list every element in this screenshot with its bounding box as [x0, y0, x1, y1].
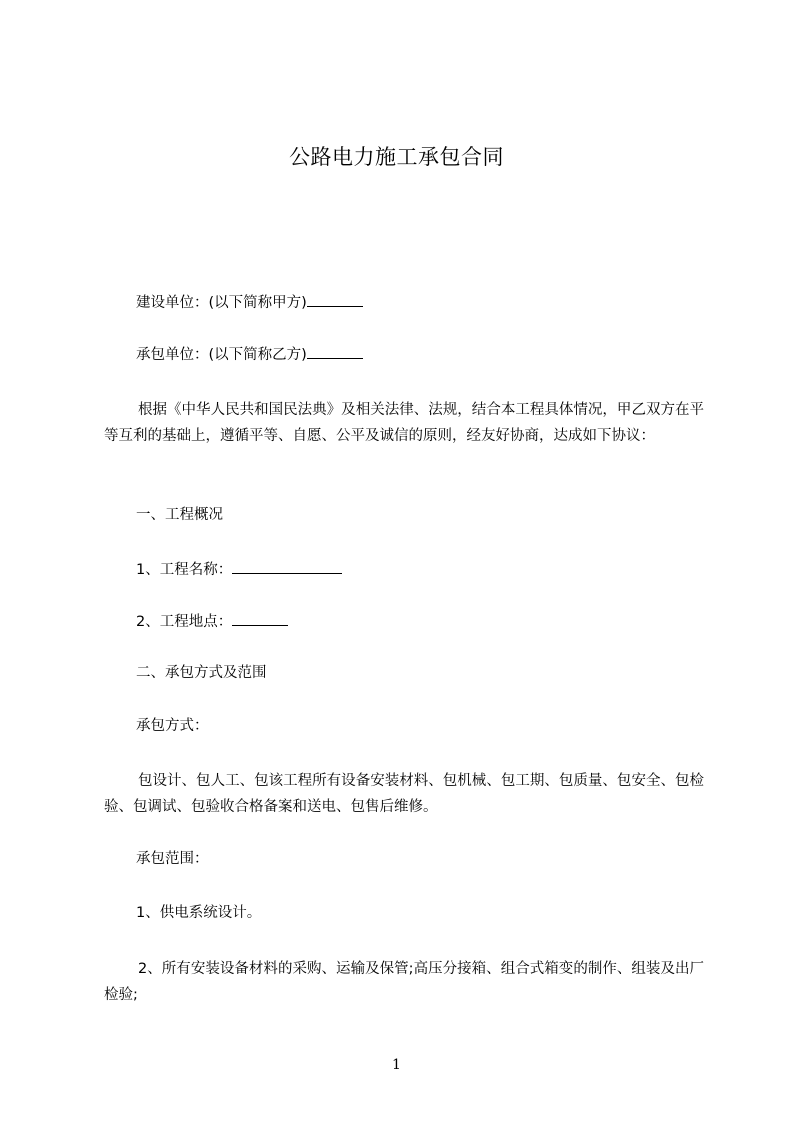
contract-method-label: 承包方式： — [136, 718, 209, 734]
party-a-blank — [307, 291, 363, 307]
document-title: 公路电力施工承包合同 — [289, 145, 504, 169]
contract-method-text: 包设计、包人工、包该工程所有设备安装材料、包机械、包工期、包质量、包安全、包检验、包调试、包验收合格备案和送电、包售后维修。 — [104, 773, 704, 815]
section1-heading: 一、工程概况 — [136, 507, 223, 523]
party-b-blank — [307, 343, 363, 359]
party-a-line — [136, 291, 363, 313]
party-a-label: 建设单位：(以下简称甲方) — [136, 295, 307, 311]
project-location-line — [136, 610, 288, 632]
page-number: 1 — [392, 1057, 401, 1073]
project-name-blank — [232, 558, 342, 574]
intro-paragraph: 根据《中华人民共和国民法典》及相关法律、法规，结合本工程具体情况，甲乙双方在平等互利的基础上，遵循平等、自愿、公平及诚信的原则，经友好协商，达成如下协议： — [104, 402, 704, 444]
party-b-line — [136, 343, 363, 365]
project-location-label: 2、工程地点： — [136, 614, 233, 630]
section2-heading: 二、承包方式及范围 — [136, 665, 267, 681]
scope-item-2: 2、所有安装设备材料的采购、运输及保管;高压分接箱、组合式箱变的制作、组装及出厂检验; — [104, 961, 704, 1003]
scope-item-1: 1、供电系统设计。 — [136, 905, 262, 921]
project-name-line — [136, 558, 342, 580]
project-location-blank — [232, 610, 288, 626]
contract-scope-label: 承包范围： — [136, 851, 209, 867]
party-b-label: 承包单位：(以下简称乙方) — [136, 347, 307, 363]
project-name-label: 1、工程名称： — [136, 562, 233, 578]
